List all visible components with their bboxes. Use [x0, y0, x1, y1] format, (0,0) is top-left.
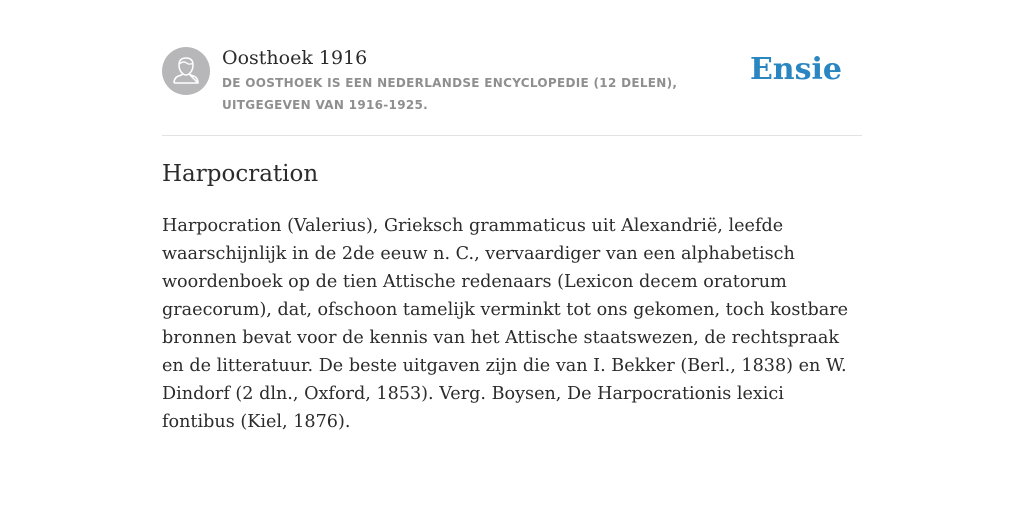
user-icon	[162, 47, 210, 95]
ensie-logo[interactable]: Ensie	[749, 52, 842, 87]
source-header	[162, 46, 862, 136]
source-description: DE OOSTHOEK IS EEN NEDERLANDSE ENCYCLOPEDIE (12 DELEN), UITGEGEVEN VAN 1916-1925.	[222, 76, 678, 112]
source-avatar[interactable]	[162, 47, 210, 95]
source-title[interactable]: Oosthoek 1916	[222, 47, 368, 69]
entry-title: Harpocration	[162, 161, 319, 187]
entry-body: Harpocration (Valerius), Grieksch grammaticus uit Alexandrië, leefde waarschijnlijk in de 2de eeuw n. C., vervaardiger van een alphabetisch woordenboek op de tien Attische redenaars (Lexicon decem oratorum graecorum), dat, ofschoon tamelijk verminkt tot ons gekomen, toch kostbare bronnen bevat voor de kennis van het Attische staatswezen, de rechtspraak en de litteratuur. De beste uitgaven zijn die van I. Bekker (Berl., 1838) en W. Dindorf (2 dln., Oxford, 1853). Verg. Boysen, De Harpocrationis lexici fontibus (Kiel, 1876).	[162, 216, 849, 432]
